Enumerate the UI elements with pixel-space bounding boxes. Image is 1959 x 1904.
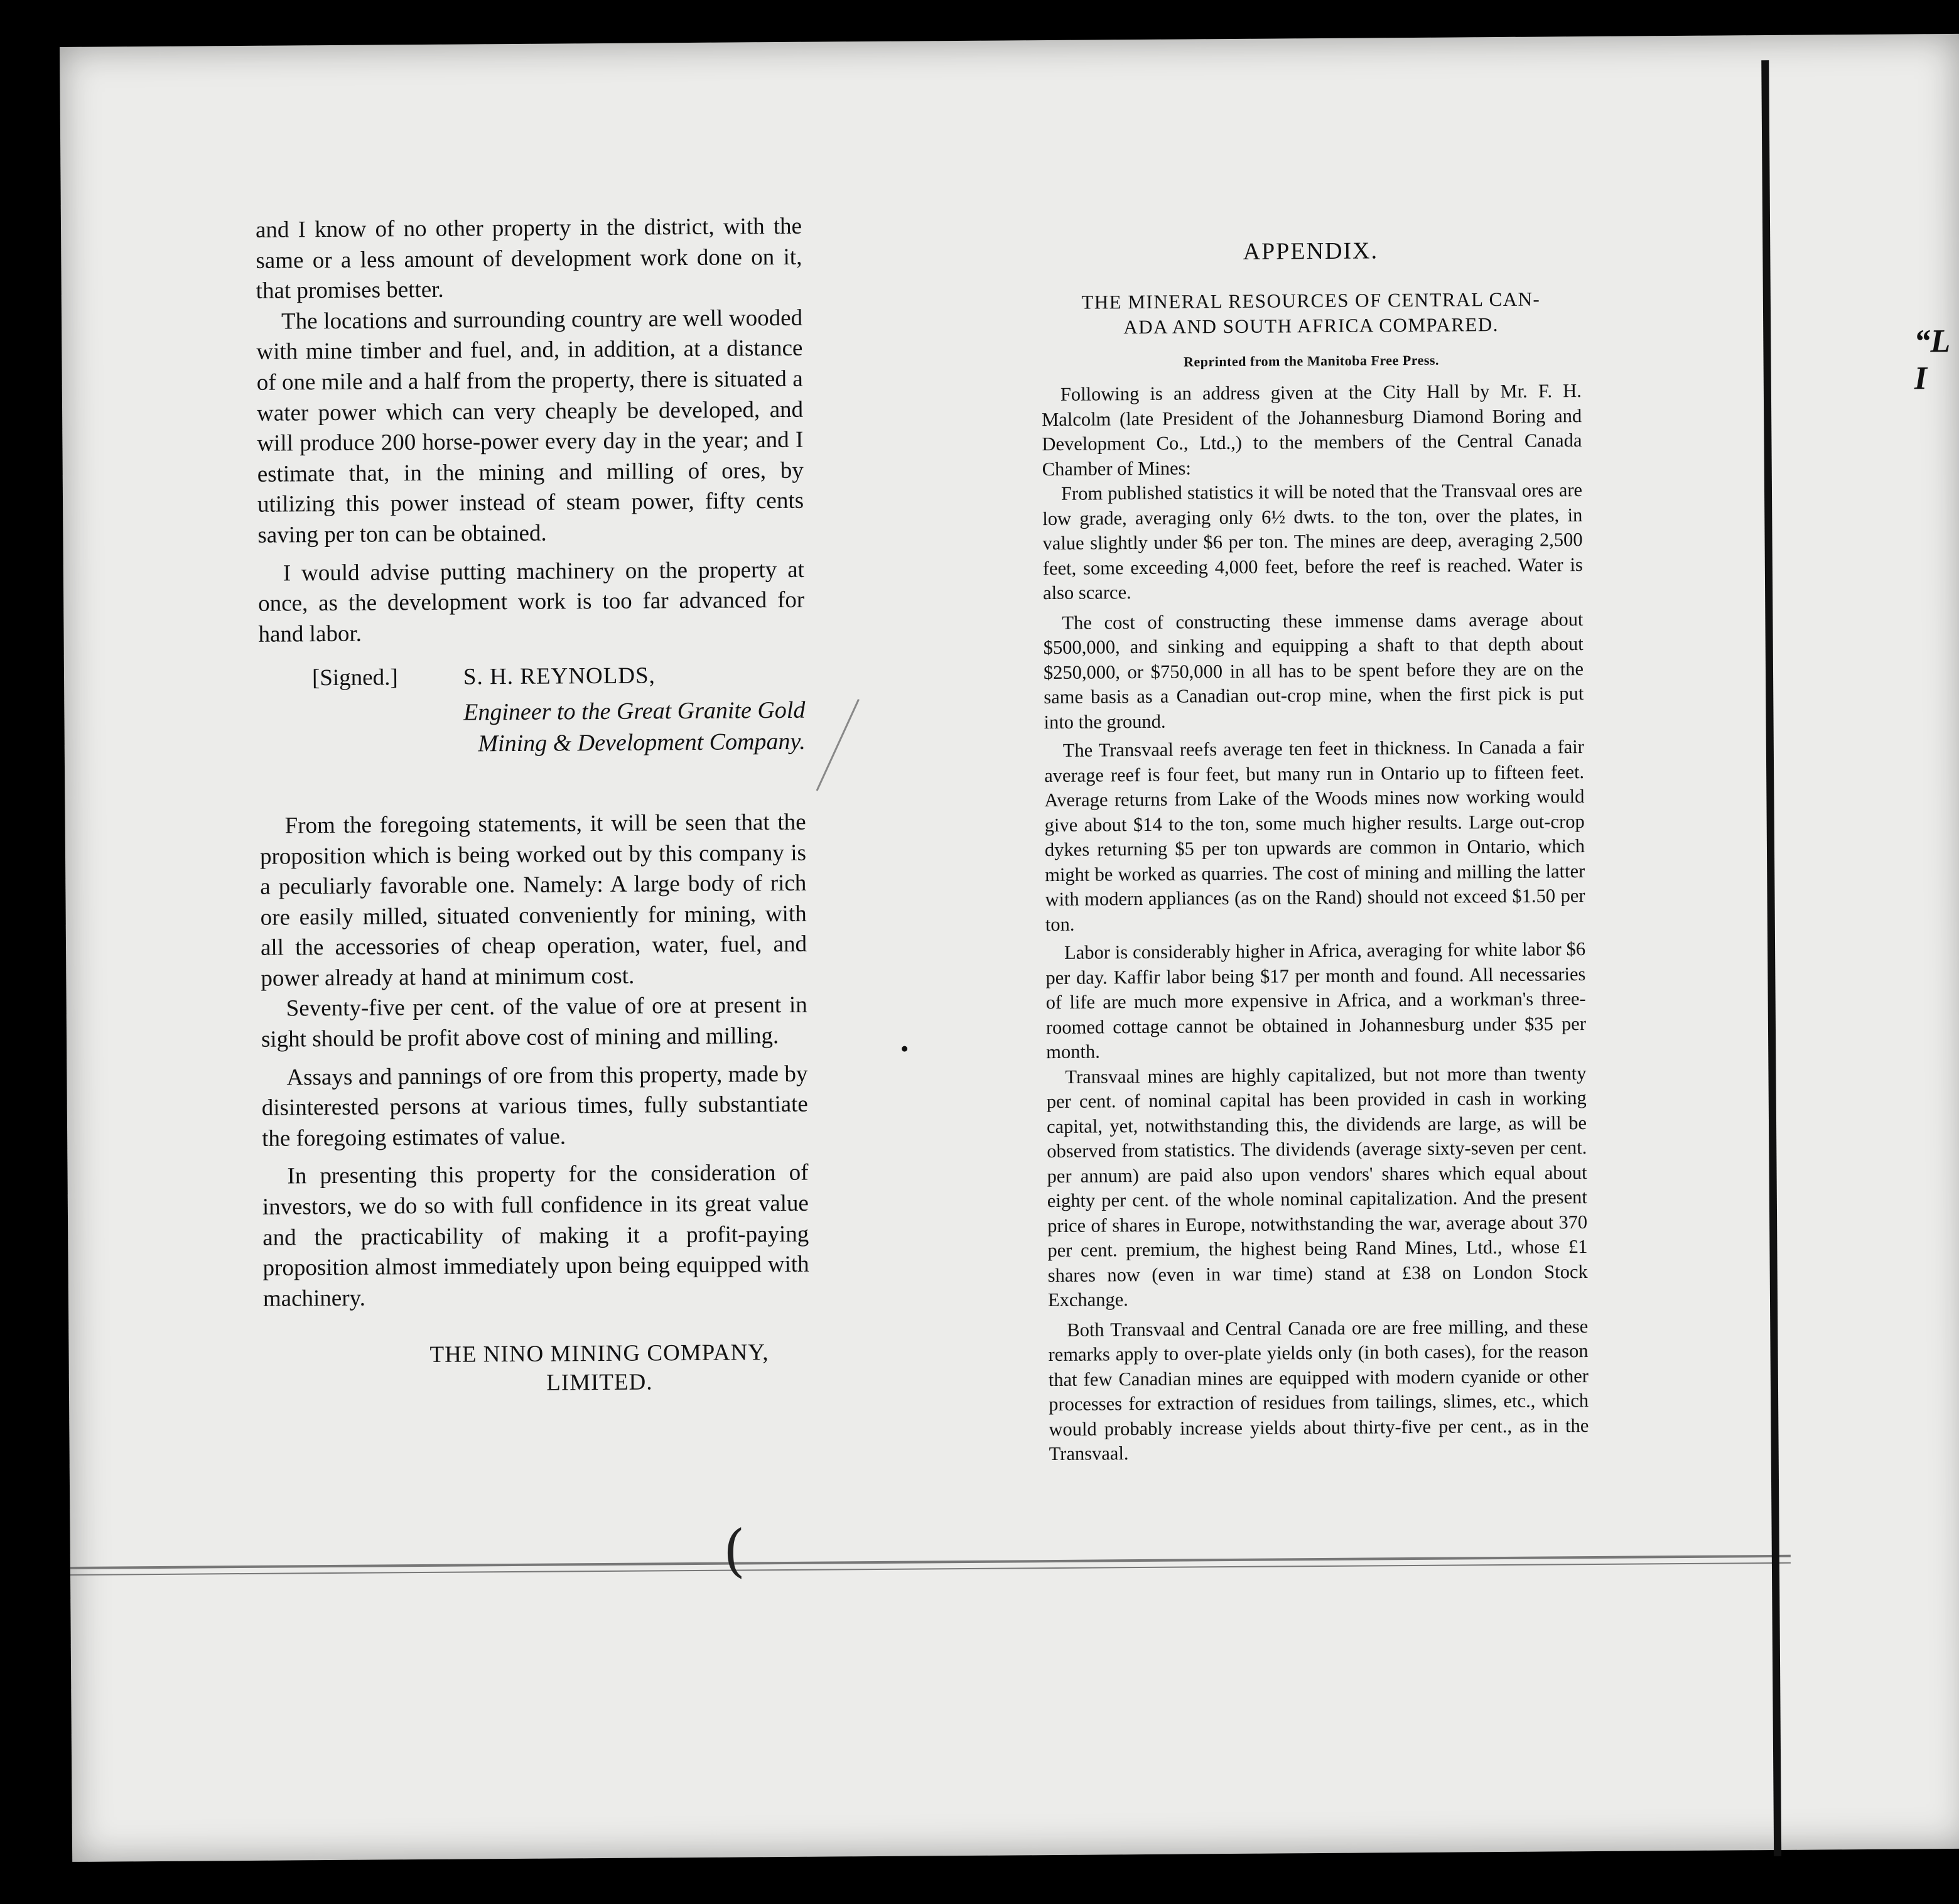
signatory-title-line: Mining & Development Company.: [478, 728, 806, 757]
scan-mark: (: [723, 1518, 746, 1584]
paragraph: The locations and surrounding country are well wooded with mine timber and fuel, and, in addition, at a distance of one mile and a half from the property, there is situated a water power which can very cheaply be developed, and will produce 200 horse-power every day in the year; and I estimate that, in the mining and milling of ores, by utilizing this power instead of steam power, fifty cents saving per ton can be obtained.: [256, 305, 804, 548]
paragraph: From published statistics it will be noted that the Transvaal ores are low grade, averaging only 6½ dwts. to the ton, over the plates, in value slightly under $6 per ton. The mines are deep, averaging 2,500 feet, some exceeding 4,000 feet, before the reef is reached. Water is also scarce.: [1042, 479, 1583, 604]
paragraph: I would advise putting machinery on the property at once, as the development work is too far advanced for hand labor.: [258, 556, 805, 647]
paragraph: Both Transvaal and Central Canada ore are free milling, and these remarks apply to over-plate yields only (in both cases), for the reason that few Canadian mines are equipped with modern cyanide or other processes for extraction of residues from tailings, slimes, etc., which would probably increase yields about thirty-five per cent., as in the Transvaal.: [1048, 1315, 1589, 1465]
subheading-line: THE MINERAL RESOURCES OF CENTRAL CAN-: [1081, 288, 1541, 313]
page-fold: [1761, 60, 1781, 1856]
scan-streak: [816, 699, 860, 791]
company-name: THE NINO MINING COMPANY,: [429, 1339, 769, 1368]
paragraph: In presenting this property for the consideration of investors, we do so with full confidence in its great value and the practicability of making it a profit-paying proposition almost immediately upon being equipped with machinery.: [262, 1160, 809, 1312]
signatory-name: S. H. REYNOLDS,: [463, 663, 656, 690]
left-page-column: [256, 212, 810, 1400]
signatory-title-line: Engineer to the Great Granite Gold: [463, 696, 806, 726]
paragraph: and I know of no other property in the district, with the same or a less amount of development work done on it, that promises better.: [255, 213, 802, 305]
right-page-column: [1040, 237, 1589, 1466]
scan-dot: [902, 1046, 907, 1052]
subheading-line: ADA AND SOUTH AFRICA COMPARED.: [1123, 313, 1499, 338]
paragraph: From the foregoing statements, it will be seen that the proposition which is being worked out by this company is a peculiarly favorable one. Namely: A large body of rich ore easily milled, situated conveniently for mining, with all the accessories of cheap operation, water, fuel, and power already at hand at minimum cost.: [259, 809, 807, 992]
paragraph: Assays and pannings of ore from this property, made by disinterested persons at various times, fully substantiate the foregoing estimates of value.: [261, 1061, 808, 1152]
appendix-heading: APPENDIX.: [1243, 237, 1379, 265]
signatory-title: [259, 695, 806, 761]
paragraph: Transvaal mines are highly capitalized, but not more than twenty per cent. of nominal capital has been provided in cash in working capital, yet, notwithstanding this, the dividends are large, as will be observed from statistics. The dividends (average sixty-seven per cent. per annum) are paid also upon vendors' shares which equal about eighty per cent. of the whole nominal capitalization. And the present price of shares in Europe, notwithstanding the war, average about 370 per cent. premium, the highest being Rand Mines, Ltd., whose £1 shares now (even in war time) stand at £38 on London Stock Exchange.: [1046, 1062, 1588, 1311]
reprint-note: Reprinted from the Manitoba Free Press.: [1184, 352, 1440, 370]
fragment-heading: “L I: [1914, 323, 1950, 397]
company-signoff: [263, 1338, 810, 1400]
paragraph: Following is an address given at the City Hall by Mr. F. H. Malcolm (late President of the Johannesburg Diamond Boring and Development Co., Ltd.,) to the members of the Central Canada Chamber of Mines:: [1042, 380, 1582, 480]
paragraph: Seventy-five per cent. of the value of ore at present in sight should be profit above cost of mining and milling.: [261, 992, 807, 1052]
appendix-subheading: [1041, 286, 1582, 340]
paragraph: Labor is considerably higher in Africa, averaging for white labor $6 per day. Kaffir labor being $17 per month and found. All necessaries of life are much more expensive in Africa, and a workman's three-roomed cottage cannot be obtained in Johannesburg under $35 per month.: [1045, 938, 1587, 1063]
bottom-rule-thin: [70, 1562, 1791, 1576]
signature-line: [259, 660, 805, 695]
scanned-sheet: [60, 34, 1959, 1862]
paragraph: The cost of constructing these immense dams average about $500,000, and sinking and equipping a shaft to that depth about $250,000, or $750,000 in all has to be spent before they are on the same basis as a Canadian out-crop mine, when the first pick is put into the ground.: [1043, 608, 1584, 733]
next-page-fragment: [1780, 59, 1959, 1850]
company-suffix: LIMITED.: [546, 1369, 653, 1397]
paragraph: The Transvaal reefs average ten feet in thickness. In Canada a fair average reef is four feet, but many run in Ontario up to fifteen feet. Average returns from Lake of the Woods mines now working would give about $14 to the ton, some much higher results. Large out-crop dykes returning $5 per ton upwards are common in Ontario, which might be worked as quarries. The cost of mining and milling the latter with modern appliances (as on the Rand) should not exceed $1.50 per ton.: [1044, 736, 1585, 935]
bottom-rule: [70, 1555, 1791, 1569]
signed-label: [Signed.]: [311, 664, 398, 691]
